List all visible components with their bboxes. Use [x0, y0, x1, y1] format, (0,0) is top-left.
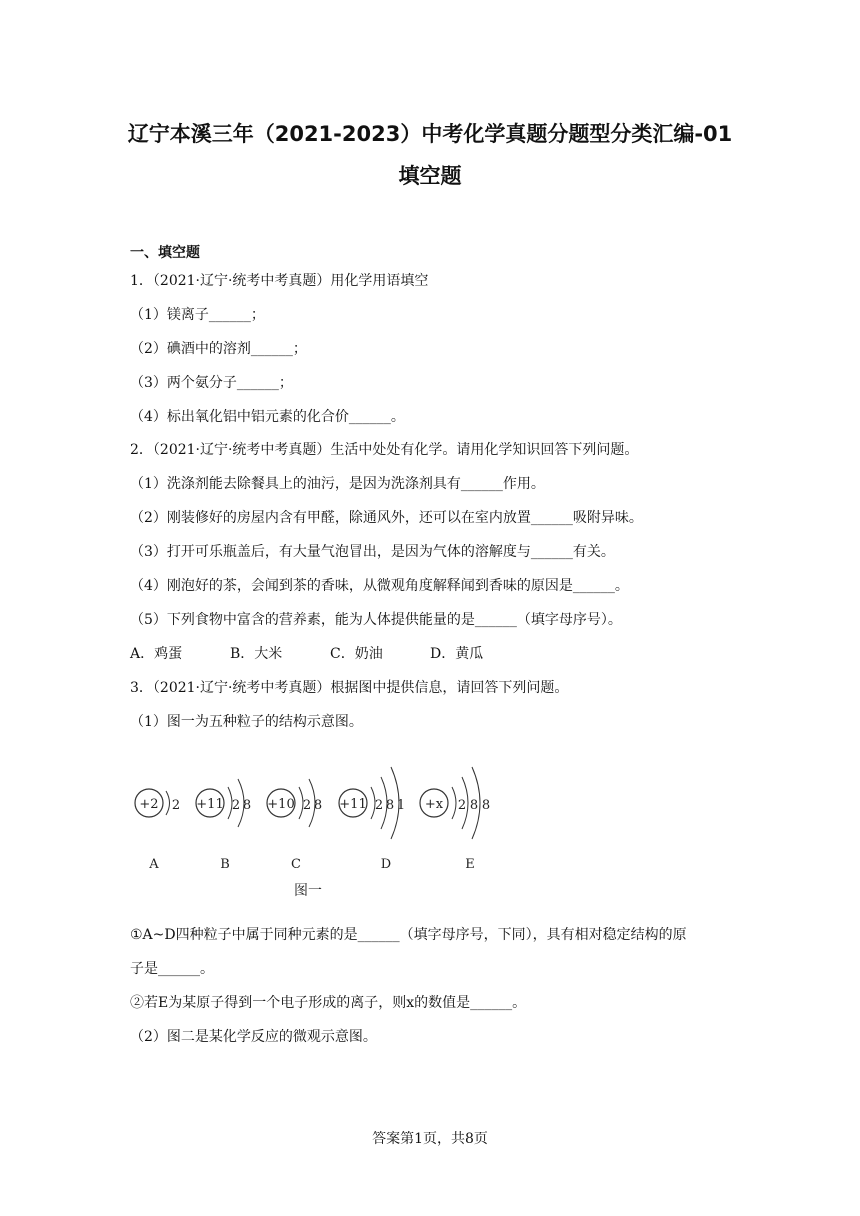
particle-c-shell-1: 2 — [302, 798, 312, 813]
q3-subq1-line1: ①A~D四种粒子中属于同种元素的是______（填字母序号，下同），具有相对稳定结构的原 — [130, 927, 687, 943]
particle-d-shell-1: 2 — [374, 798, 384, 813]
q2-stem: 2．（2021·辽宁·统考中考真题）生活中处处有化学。请用化学知识回答下列问题。 — [130, 442, 639, 458]
q3-subq2: ②若E为某原子得到一个电子形成的离子，则x的数值是______。 — [130, 995, 527, 1011]
doc-title-line1: 辽宁本溪三年（2021-2023）中考化学真题分题型分类汇编-01 — [127, 122, 733, 146]
particle-b-shell-1: 2 — [231, 798, 241, 813]
particle-a-nucleus: +2 — [139, 797, 159, 812]
particle-a-shell-1: 2 — [171, 798, 181, 813]
option-b: B．大米 — [230, 646, 283, 662]
q2-part4: （4）刚泡好的茶，会闻到茶的香味，从微观角度解释闻到香味的原因是______。 — [130, 578, 629, 594]
particle-d-label: D — [380, 857, 392, 872]
particle-e-shell-3: 8 — [481, 798, 491, 813]
particle-e-shell-2: 8 — [469, 798, 479, 813]
option-d: D．黄瓜 — [430, 646, 484, 662]
q2-part1: （1）洗涤剂能去除餐具上的油污，是因为洗涤剂具有______作用。 — [130, 476, 545, 492]
section-heading: 一、填空题 — [130, 245, 200, 261]
page-footer: 答案第1页，共8页 — [372, 1131, 488, 1147]
q1-part4: （4）标出氧化铝中铝元素的化合价______。 — [130, 409, 405, 425]
particle-b-shell-2: 8 — [242, 798, 252, 813]
q1-part2: （2）碘酒中的溶剂______； — [130, 341, 307, 357]
figure-caption: 图一 — [294, 883, 322, 899]
particle-d-nucleus: +11 — [339, 797, 367, 812]
particle-a-diagram — [135, 789, 180, 872]
particle-d-diagram — [339, 767, 405, 872]
particle-c-nucleus: +10 — [267, 797, 295, 812]
particle-e-nucleus: +x — [424, 797, 444, 812]
particle-c-diagram — [267, 779, 322, 872]
q1-part3: （3）两个氨分子______； — [130, 375, 293, 391]
q1-part1: （1）镁离子______； — [130, 307, 265, 323]
particle-e-label: E — [465, 857, 475, 872]
q3-stem: 3．（2021·辽宁·统考中考真题）根据图中提供信息，请回答下列问题。 — [130, 680, 569, 696]
atomic-structure-figure — [128, 755, 508, 909]
particle-c-shell-2: 8 — [313, 798, 323, 813]
q2-part3: （3）打开可乐瓶盖后，有大量气泡冒出，是因为气体的溶解度与______有关。 — [130, 544, 615, 560]
q1-stem: 1．（2021·辽宁·统考中考真题）用化学用语填空 — [130, 273, 429, 289]
q2-options — [130, 643, 530, 663]
particle-c-label: C — [291, 857, 301, 872]
particle-b-diagram — [196, 779, 251, 872]
particle-b-nucleus: +11 — [196, 797, 224, 812]
particle-d-shell-2: 8 — [385, 798, 395, 813]
option-c: C．奶油 — [330, 646, 383, 662]
particle-e-shell-1: 2 — [457, 798, 467, 813]
q2-part5: （5）下列食物中富含的营养素，能为人体提供能量的是______（填字母序号）。 — [130, 612, 622, 628]
option-a: A．鸡蛋 — [130, 646, 183, 662]
particle-b-label: B — [220, 857, 230, 872]
q3-part2: （2）图二是某化学反应的微观示意图。 — [130, 1029, 377, 1045]
q3-part1: （1）图一为五种粒子的结构示意图。 — [130, 714, 363, 730]
q3-subq1-line2: 子是______。 — [130, 961, 214, 977]
particle-a-label: A — [149, 857, 159, 872]
doc-title-line2: 填空题 — [398, 164, 462, 188]
particle-d-shell-3: 1 — [396, 798, 406, 813]
q2-part2: （2）刚装修好的房屋内含有甲醛，除通风外，还可以在室内放置______吸附异味。 — [130, 510, 643, 526]
particle-e-diagram — [420, 767, 490, 872]
